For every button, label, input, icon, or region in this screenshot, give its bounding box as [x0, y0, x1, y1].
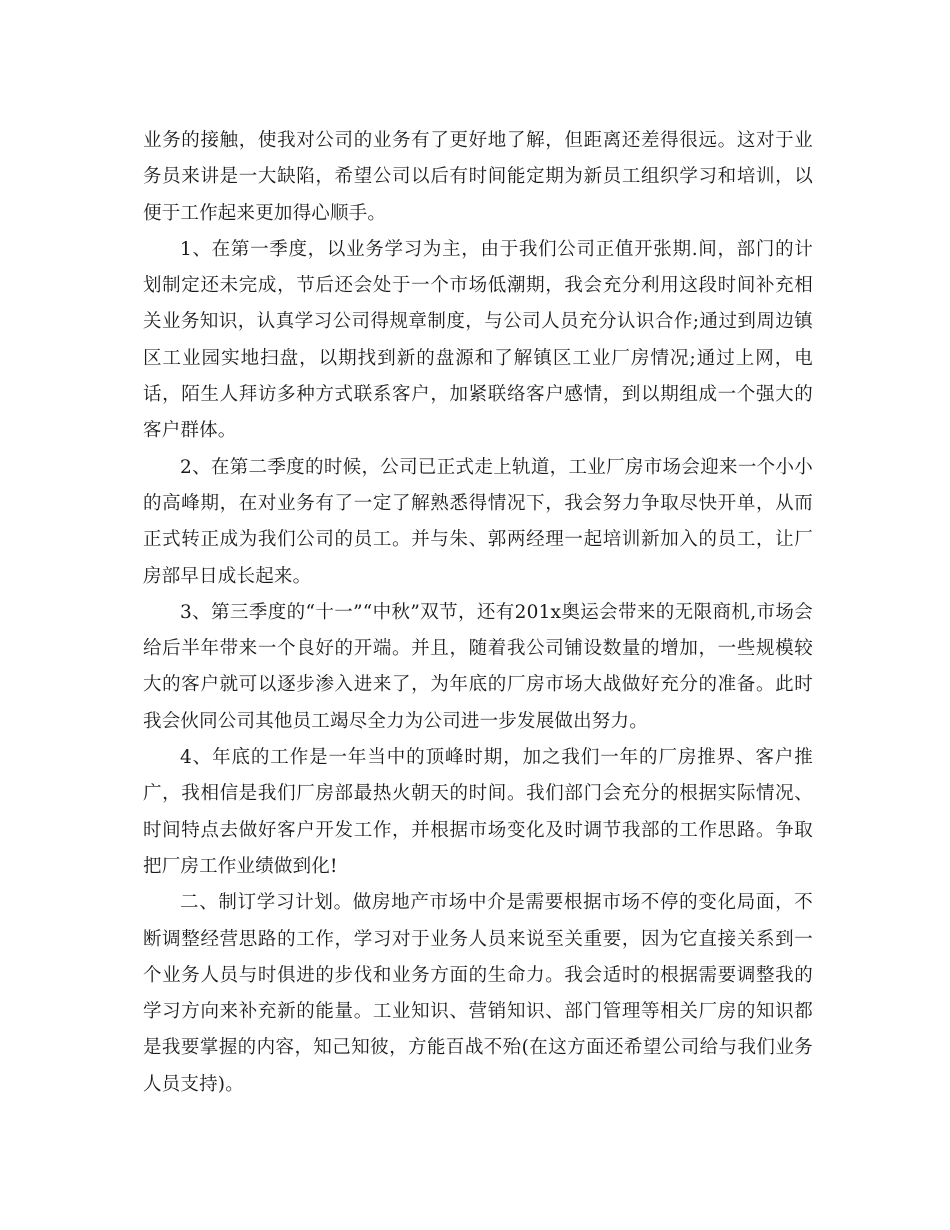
paragraph-continuation: 业务的接触，使我对公司的业务有了更好地了解，但距离还差得很远。这对于业务员来讲是一大缺陷，希望公司以后有时间能定期为新员工组织学习和培训，以便于工作起来更加得心顺手。 [143, 130, 813, 224]
paragraph-q2: 2、在第二季度的时候，公司已正式走上轨道，工业厂房市场会迎来一个小小的高峰期，在对业务有了一定了解熟悉得情况下，我会努力争取尽快开单，从而正式转正成为我们公司的员工。并与朱、郭两经理一起培训新加入的员工，让厂房部早日成长起来。 [143, 456, 813, 587]
paragraph-study-plan: 二、制订学习计划。做房地产市场中介是需要根据市场不停的变化局面，不断调整经营思路的工作，学习对于业务人员来说至关重要，因为它直接关系到一个业务人员与时俱进的步伐和业务方面的生命力。我会适时的根据需要调整我的学习方向来补充新的能量。工业知识、营销知识、部门管理等相关厂房的知识都是我要掌握的内容，知己知彼，方能百战不殆(在这方面还希望公司给与我们业务人员支持)。 [143, 892, 813, 1095]
paragraph-q4: 4、年底的工作是一年当中的顶峰时期，加之我们一年的厂房推界、客户推广，我相信是我们厂房部最热火朝天的时间。我们部门会充分的根据实际情况、时间特点去做好客户开发工作，并根据市场变化及时调节我部的工作思路。争取把厂房工作业绩做到化! [143, 747, 813, 877]
paragraph-q3: 3、第三季度的“十一”“中秋”双节，还有201x奥运会带来的无限商机,市场会给后半年带来一个良好的开端。并且，随着我公司铺设数量的增加，一些规模较大的客户就可以逐步渗入进来了，为年底的厂房市场大战做好充分的准备。此时我会伙同公司其他员工竭尽全力为公司进一步发展做出努力。 [143, 601, 813, 732]
document-body [143, 123, 813, 1103]
paragraph-q1: 1、在第一季度，以业务学习为主，由于我们公司正值开张期.间，部门的计划制定还未完成，节后还会处于一个市场低潮期，我会充分利用这段时间补充相关业务知识，认真学习公司得规章制度，与公司人员充分认识合作;通过到周边镇区工业园实地扫盘，以期找到新的盘源和了解镇区工业厂房情况;通过上网，电话，陌生人拜访多种方式联系客户，加紧联络客户感情，到以期组成一个强大的客户群体。 [143, 238, 813, 442]
